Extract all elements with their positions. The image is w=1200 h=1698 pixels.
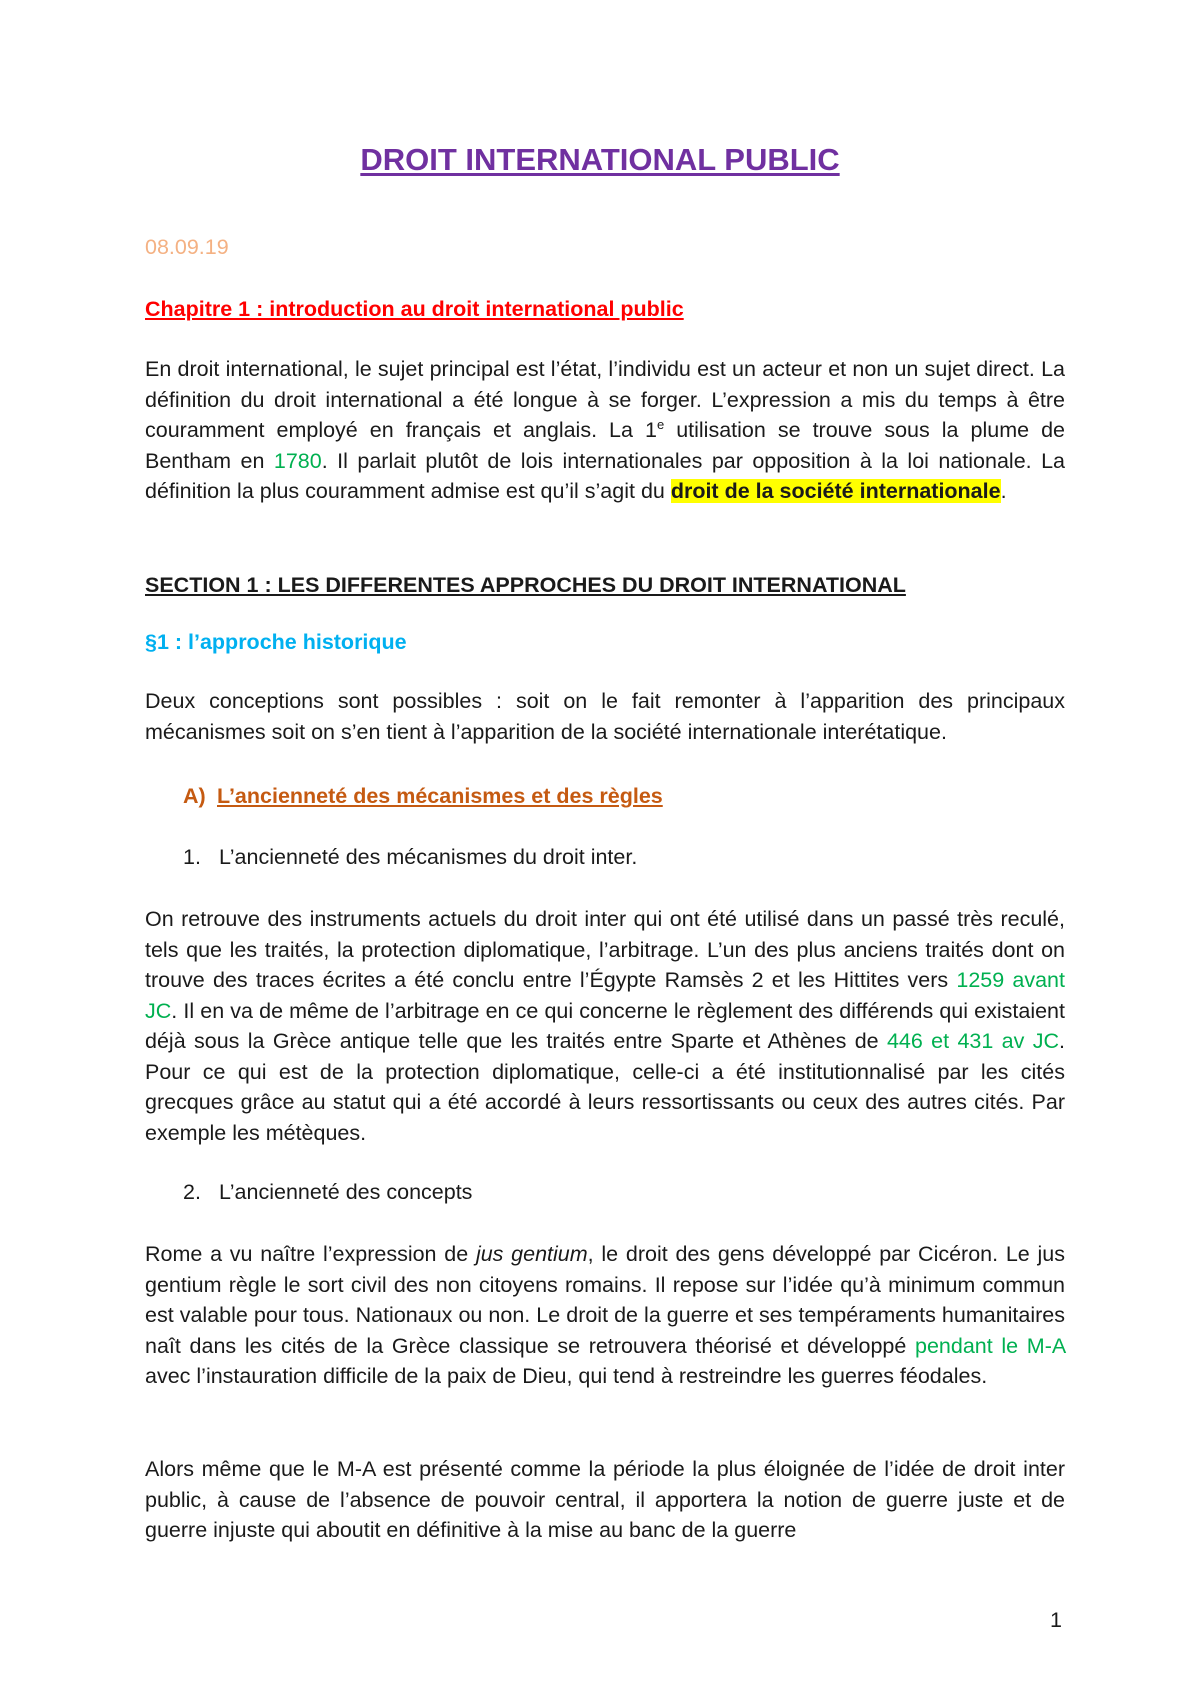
paragraph-heading: §1 : l’approche historique: [145, 630, 407, 654]
document-title: DROIT INTERNATIONAL PUBLIC: [360, 142, 840, 177]
jus-gentium-italic: jus gentium: [475, 1242, 588, 1266]
moyen-age-green: pendant le M-A: [915, 1333, 1066, 1358]
intro-end: .: [1000, 479, 1007, 503]
numbered-item-2: [183, 1180, 472, 1205]
rome-text-2: , le droit des gens développé par Cicéron. Le jus gentium règle le sort civil des non citoyens romains. Il repose sur l’idée qu’à minimum commun est valable pour tous. Nationaux ou non. Le droit de la guerre et ses tempéraments humanitaires naît dans les cités de la Grèce classique se retrouvera théorisé et développé: [145, 1242, 1065, 1358]
highlighted-definition: droit de la société internationale: [670, 479, 1001, 503]
page-number: 1: [1050, 1608, 1062, 1632]
item-2-label: 2.: [183, 1180, 201, 1204]
intro-text-2: utilisation se trouve sous la plume de Bentham en: [145, 418, 1065, 473]
conceptions-paragraph: Deux conceptions sont possibles : soit on le fait remonter à l’apparition des principaux mécanismes soit on s’en tient à l’apparition de la société internationale interétatique.: [145, 689, 1065, 744]
year-1780: 1780: [273, 448, 322, 473]
intro-text-1: En droit international, le sujet principal est l’état, l’individu est un acteur et non un sujet direct. La définition du droit international a été longue à se forger. L’expression a mis du temps à être couramment employé en français et anglais. La 1: [145, 357, 1065, 442]
item-1-text: L’ancienneté des mécanismes du droit inter.: [219, 845, 638, 869]
date-label: 08.09.19: [145, 235, 229, 259]
item-2-text: L’ancienneté des concepts: [219, 1180, 473, 1204]
moyen-age-paragraph: Alors même que le M-A est présenté comme la période la plus éloignée de l’idée de droit inter public, à cause de l’absence de pouvoir central, il apportera la notion de guerre juste et de guerre injuste qui aboutit en définitive à la mise au banc de la guerre: [145, 1457, 1065, 1542]
instruments-text-2: . Il en va de même de l’arbitrage en ce qui concerne le règlement des différends qui existaient déjà sous la Grèce antique telle que les traités entre Sparte et Athènes de: [145, 998, 1065, 1053]
date-446-431: 446 et 431 av JC: [886, 1029, 1060, 1053]
instruments-paragraph: [145, 904, 1065, 1148]
intro-text-3: . Il parlait plutôt de lois internationales par opposition à la loi nationale. La définition la plus couramment admise est qu’il s’agit du: [145, 448, 1065, 503]
rome-paragraph: [145, 1239, 1065, 1392]
sub-heading-label: A): [183, 784, 206, 808]
sub-heading-text: L’ancienneté des mécanismes et des règles: [217, 784, 663, 808]
section-heading: SECTION 1 : LES DIFFERENTES APPROCHES DU DROIT INTERNATIONAL: [145, 573, 906, 597]
rome-text-3: avec l’instauration difficile de la paix de Dieu, qui tend à restreindre les guerres féodales.: [145, 1364, 988, 1388]
numbered-item-1: [183, 845, 637, 870]
intro-paragraph: [145, 354, 1065, 507]
instruments-text-1: On retrouve des instruments actuels du droit inter qui ont été utilisé dans un passé très reculé, tels que les traités, la protection diplomatique, l’arbitrage. L’un des plus anciens traités dont on trouve des traces écrites a été conclu entre l’Égypte Ramsès 2 et les Hittites vers: [145, 907, 1065, 992]
date-1259: 1259 avant JC: [145, 968, 1065, 1023]
item-1-label: 1.: [183, 845, 201, 869]
sub-heading-a: [183, 784, 663, 809]
rome-text-1: Rome a vu naître l’expression de: [145, 1242, 476, 1266]
chapter-heading: Chapitre 1 : introduction au droit international public: [145, 297, 684, 321]
instruments-text-3: . Pour ce qui est de la protection diplomatique, celle-ci a été institutionnalisé par les cités grecques grâce au statut qui a été accordé à leurs ressortissants ou ceux des autres cités. Par exemple les métèques.: [145, 1029, 1065, 1145]
superscript-e: e: [656, 416, 665, 432]
